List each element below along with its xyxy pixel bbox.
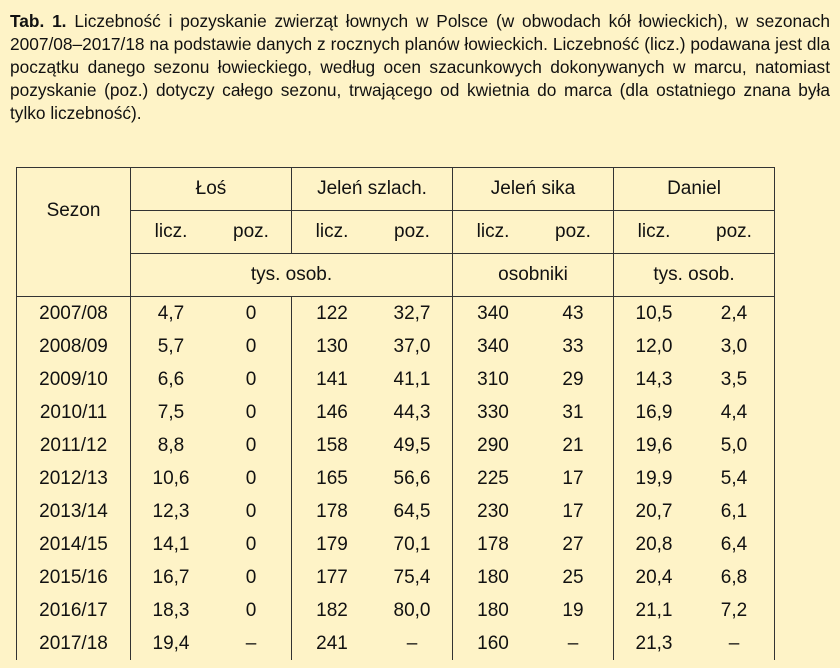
subheader-licz: licz. [614,211,695,254]
value-cell: 16,9 [614,396,695,429]
value-cell: 14,1 [131,528,212,561]
value-cell: 10,5 [614,297,695,331]
value-cell: 12,0 [614,330,695,363]
value-cell: 70,1 [372,528,453,561]
subheader-poz: poz. [211,211,292,254]
value-cell: 29 [533,363,614,396]
table-row [17,627,775,660]
value-cell: 130 [292,330,373,363]
table-row [17,396,775,429]
value-cell: 17 [533,495,614,528]
value-cell: 27 [533,528,614,561]
value-cell: 5,7 [131,330,212,363]
value-cell: 178 [292,495,373,528]
value-cell: 19,9 [614,462,695,495]
value-cell: 56,6 [372,462,453,495]
value-cell: – [372,627,453,660]
value-cell: 41,1 [372,363,453,396]
species-header-daniel: Daniel [614,168,775,211]
value-cell: 146 [292,396,373,429]
value-cell: 165 [292,462,373,495]
value-cell: 64,5 [372,495,453,528]
value-cell: 0 [211,297,292,331]
season-cell: 2014/15 [17,528,131,561]
value-cell: 310 [453,363,534,396]
table-caption [10,10,830,125]
value-cell: 43 [533,297,614,331]
value-cell: 33 [533,330,614,363]
season-cell: 2007/08 [17,297,131,331]
caption-label: Tab. 1. [10,11,67,31]
unit-label: tys. osob. [131,254,453,297]
value-cell: 0 [211,495,292,528]
season-cell: 2011/12 [17,429,131,462]
subheader-licz: licz. [453,211,534,254]
value-cell: 340 [453,330,534,363]
value-cell: 3,5 [694,363,775,396]
value-cell: 0 [211,330,292,363]
value-cell: 230 [453,495,534,528]
value-cell: 180 [453,561,534,594]
value-cell: 75,4 [372,561,453,594]
table-row [17,528,775,561]
value-cell: 19 [533,594,614,627]
value-cell: 6,1 [694,495,775,528]
value-cell: 158 [292,429,373,462]
value-cell: 19,6 [614,429,695,462]
species-header-jelen-szlach: Jeleń szlach. [292,168,453,211]
season-cell: 2009/10 [17,363,131,396]
value-cell: 7,5 [131,396,212,429]
value-cell: 16,7 [131,561,212,594]
value-cell: 0 [211,429,292,462]
value-cell: 20,8 [614,528,695,561]
value-cell: 21,3 [614,627,695,660]
value-cell: 3,0 [694,330,775,363]
value-cell: 141 [292,363,373,396]
unit-label: osobniki [453,254,614,297]
value-cell: 32,7 [372,297,453,331]
value-cell: 160 [453,627,534,660]
value-cell: 21,1 [614,594,695,627]
table-row [17,594,775,627]
subheader-licz: licz. [292,211,373,254]
table-row [17,297,775,331]
value-cell: 0 [211,528,292,561]
value-cell: 80,0 [372,594,453,627]
caption-text: Liczebność i pozyskanie zwierząt łownych w Polsce (w obwodach kół łowieckich), w sezonach 2007/08–2017/18 na podstawie danych z rocznych planów łowieckich. Liczebność (licz.) podawana jest dla początku danego sezonu łowieckiego, według ocen szacunkowych dokonywanych w marcu, natomiast pozyskanie (poz.) dotyczy całego sezonu, trwającego od kwietnia do marca (dla ostatniego znana była tylko liczebność). [10,11,830,123]
species-header-los: Łoś [131,168,292,211]
table-row [17,330,775,363]
subheader-poz: poz. [533,211,614,254]
value-cell: 37,0 [372,330,453,363]
value-cell: – [211,627,292,660]
value-cell: 179 [292,528,373,561]
value-cell: 21 [533,429,614,462]
season-cell: 2012/13 [17,462,131,495]
value-cell: 12,3 [131,495,212,528]
season-cell: 2010/11 [17,396,131,429]
table-row [17,429,775,462]
value-cell: 0 [211,363,292,396]
value-cell: 20,4 [614,561,695,594]
value-cell: 290 [453,429,534,462]
value-cell: 0 [211,396,292,429]
unit-label: tys. osob. [614,254,775,297]
value-cell: 2,4 [694,297,775,331]
value-cell: 6,4 [694,528,775,561]
subheader-poz: poz. [372,211,453,254]
value-cell: 7,2 [694,594,775,627]
value-cell: 4,7 [131,297,212,331]
value-cell: 17 [533,462,614,495]
value-cell: – [533,627,614,660]
value-cell: 4,4 [694,396,775,429]
value-cell: 6,6 [131,363,212,396]
table-row [17,363,775,396]
value-cell: 18,3 [131,594,212,627]
value-cell: 8,8 [131,429,212,462]
table-row [17,462,775,495]
value-cell: 20,7 [614,495,695,528]
table-row [17,495,775,528]
data-table [16,167,775,660]
season-cell: 2017/18 [17,627,131,660]
value-cell: 177 [292,561,373,594]
value-cell: 241 [292,627,373,660]
season-cell: 2013/14 [17,495,131,528]
value-cell: 0 [211,561,292,594]
value-cell: 5,0 [694,429,775,462]
value-cell: 6,8 [694,561,775,594]
value-cell: 49,5 [372,429,453,462]
value-cell: 31 [533,396,614,429]
value-cell: 0 [211,462,292,495]
value-cell: 19,4 [131,627,212,660]
value-cell: 180 [453,594,534,627]
subheader-poz: poz. [694,211,775,254]
value-cell: 14,3 [614,363,695,396]
species-header-jelen-sika: Jeleń sika [453,168,614,211]
value-cell: – [694,627,775,660]
value-cell: 44,3 [372,396,453,429]
season-cell: 2016/17 [17,594,131,627]
value-cell: 182 [292,594,373,627]
value-cell: 10,6 [131,462,212,495]
season-cell: 2008/09 [17,330,131,363]
value-cell: 340 [453,297,534,331]
value-cell: 178 [453,528,534,561]
subheader-licz: licz. [131,211,212,254]
value-cell: 122 [292,297,373,331]
value-cell: 225 [453,462,534,495]
season-header: Sezon [17,168,131,254]
season-cell: 2015/16 [17,561,131,594]
value-cell: 330 [453,396,534,429]
value-cell: 25 [533,561,614,594]
value-cell: 0 [211,594,292,627]
value-cell: 5,4 [694,462,775,495]
table-row [17,561,775,594]
